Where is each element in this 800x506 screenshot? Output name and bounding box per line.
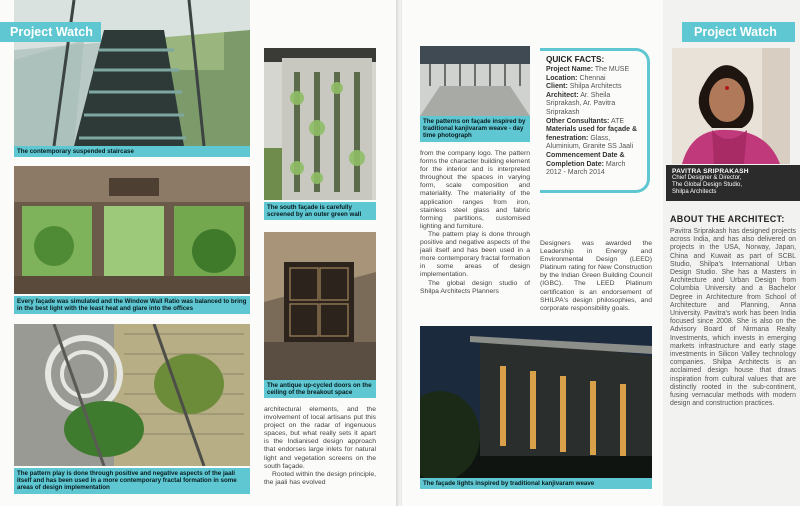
fact-architect <box>546 92 641 118</box>
fact-value: ATE <box>610 117 625 125</box>
window-photo <box>14 166 250 294</box>
quick-facts-box <box>540 48 650 193</box>
body-mid-paragraph-1: from the company logo. The pattern forms the character building element for the interior and is interpreted throughout the spaces in varying form, scale composition and materiality. The materiality of the application ranges from iron, stainless steel glass and fabric forming partitions, customised lighting and furniture. <box>420 150 530 230</box>
architect-namebox <box>666 165 800 201</box>
fact-consultants <box>546 118 641 127</box>
about-body: Pavitra Sriprakash has designed projects across India, and has also delivered on projects in the USA, Norway, Japan, China and Kuwait as part of SCBL Studio, Shilpa's International Urban Design Studio. She has a Masters in Architecture and Urban Design from Columbia University and a Bachelor Degree in Architecture from School of Architecture and Planning, Anna University. Pavitra's work has been India focused since 2008. She is also on the Advisory Board of Nirmana Realty Investments, which invests in emerging markets infrastructure and early stage investments in Silicon Valley technology companies. Shilpa Architects is an acclaimed design house that draws inspiration from cultural values that are distinctly rooted in the sub-continent, fusing vernacular methods with modern design and construction practices. <box>670 228 796 408</box>
caption-lights: The façade lights inspired by traditional kanjivaram weave <box>420 478 652 489</box>
fact-dates <box>546 152 641 178</box>
fact-key: Architect: <box>546 91 579 99</box>
kanjivaram-photo <box>420 46 530 116</box>
fact-key: Materials used for façade & fenestration: <box>546 126 638 142</box>
body-mid-column <box>420 150 530 296</box>
architect-role-1: Chief Designer & Director, <box>672 175 742 181</box>
architect-name: PAVITRA SRIPRAKASH <box>672 168 749 175</box>
south-facade-photo <box>264 48 376 200</box>
caption-south: The south façade is carefully screened by an outer green wall <box>264 202 376 220</box>
fact-value: Chennai <box>579 74 606 82</box>
body-left-column <box>264 406 376 487</box>
fact-value: March 2012 - March 2014 <box>546 160 626 177</box>
fact-key: Client: <box>546 83 568 91</box>
fact-value: Ar. Sheila Sriprakash, Ar. Pavitra Sriprakash <box>546 91 616 116</box>
caption-jaali: The pattern play is done through positive and negative aspects of the jaali itself and has been used in a more contemporary fractal formation in some areas of design implementation <box>14 468 250 494</box>
fact-materials <box>546 126 641 152</box>
body-mid-paragraph-2: The pattern play is done through positive and negative aspects of the jaali itself and has been used in a more contemporary fractal formation in some areas of design implementation. <box>420 230 530 279</box>
body-mid-paragraph-3: The global design studio of Shilpa Architects Planners <box>420 279 530 295</box>
fact-value: Shilpa Architects <box>569 83 622 91</box>
doors-photo <box>264 232 376 380</box>
caption-kanjivaram: The patterns on façade inspired by traditional kanjivaram weave - day time photograph <box>420 116 530 142</box>
header-right: Project Watch <box>682 22 795 42</box>
body-mid2-paragraph: Designers was awarded the Leadership in Energy and Environmental Design (LEED) Platinum rating for New Construction by the Indian Green Building Council (IGBC). The LEED Platinum certification is an endorsement of SHILPA's design philosophies, and corporate responsibility goals. <box>540 240 652 312</box>
body-mid-column-2 <box>540 240 652 313</box>
about-title: ABOUT THE ARCHITECT: <box>670 214 785 224</box>
caption-staircase: The contemporary suspended staircase <box>14 146 250 157</box>
fact-location <box>546 75 641 84</box>
fact-client <box>546 83 641 92</box>
fact-key: Project Name: <box>546 66 594 73</box>
architect-role-3: Shilpa Architects <box>672 189 717 195</box>
body-left-paragraph: architectural elements, and the involvement of local artisans put this project on the radar of ingenuous spaces, but what really sets it apart is the Indianised design approach that endorses large inlets for natural light and vegetation screens on the south façade. <box>264 406 376 470</box>
fact-project-name <box>546 66 641 75</box>
body-left-paragraph-2: Rooted within the design principle, the jaali has evolved <box>264 470 376 486</box>
architect-role-2: The Global Design Studio, <box>672 182 743 188</box>
fact-key: Location: <box>546 74 578 82</box>
caption-window: Every façade was simulated and the Window Wall Ratio was balanced to bring in the best light with the least heat and glare into the offices <box>14 296 250 314</box>
fact-value: The MUSE <box>594 66 630 73</box>
facade-lights-photo <box>420 326 652 478</box>
quick-facts-title: QUICK FACTS: <box>546 55 605 64</box>
fact-key: Other Consultants: <box>546 117 610 125</box>
header-left: Project Watch <box>0 22 101 42</box>
portrait-photo <box>672 48 790 164</box>
jaali-photo <box>14 324 250 466</box>
fact-key: Commencement Date & Completion Date: <box>546 151 625 168</box>
caption-doors: The antique up-cycled doors on the ceiling of the breakout space <box>264 380 376 398</box>
fact-value: Glass, Aluminium, Granite SS Jaali <box>546 134 634 151</box>
